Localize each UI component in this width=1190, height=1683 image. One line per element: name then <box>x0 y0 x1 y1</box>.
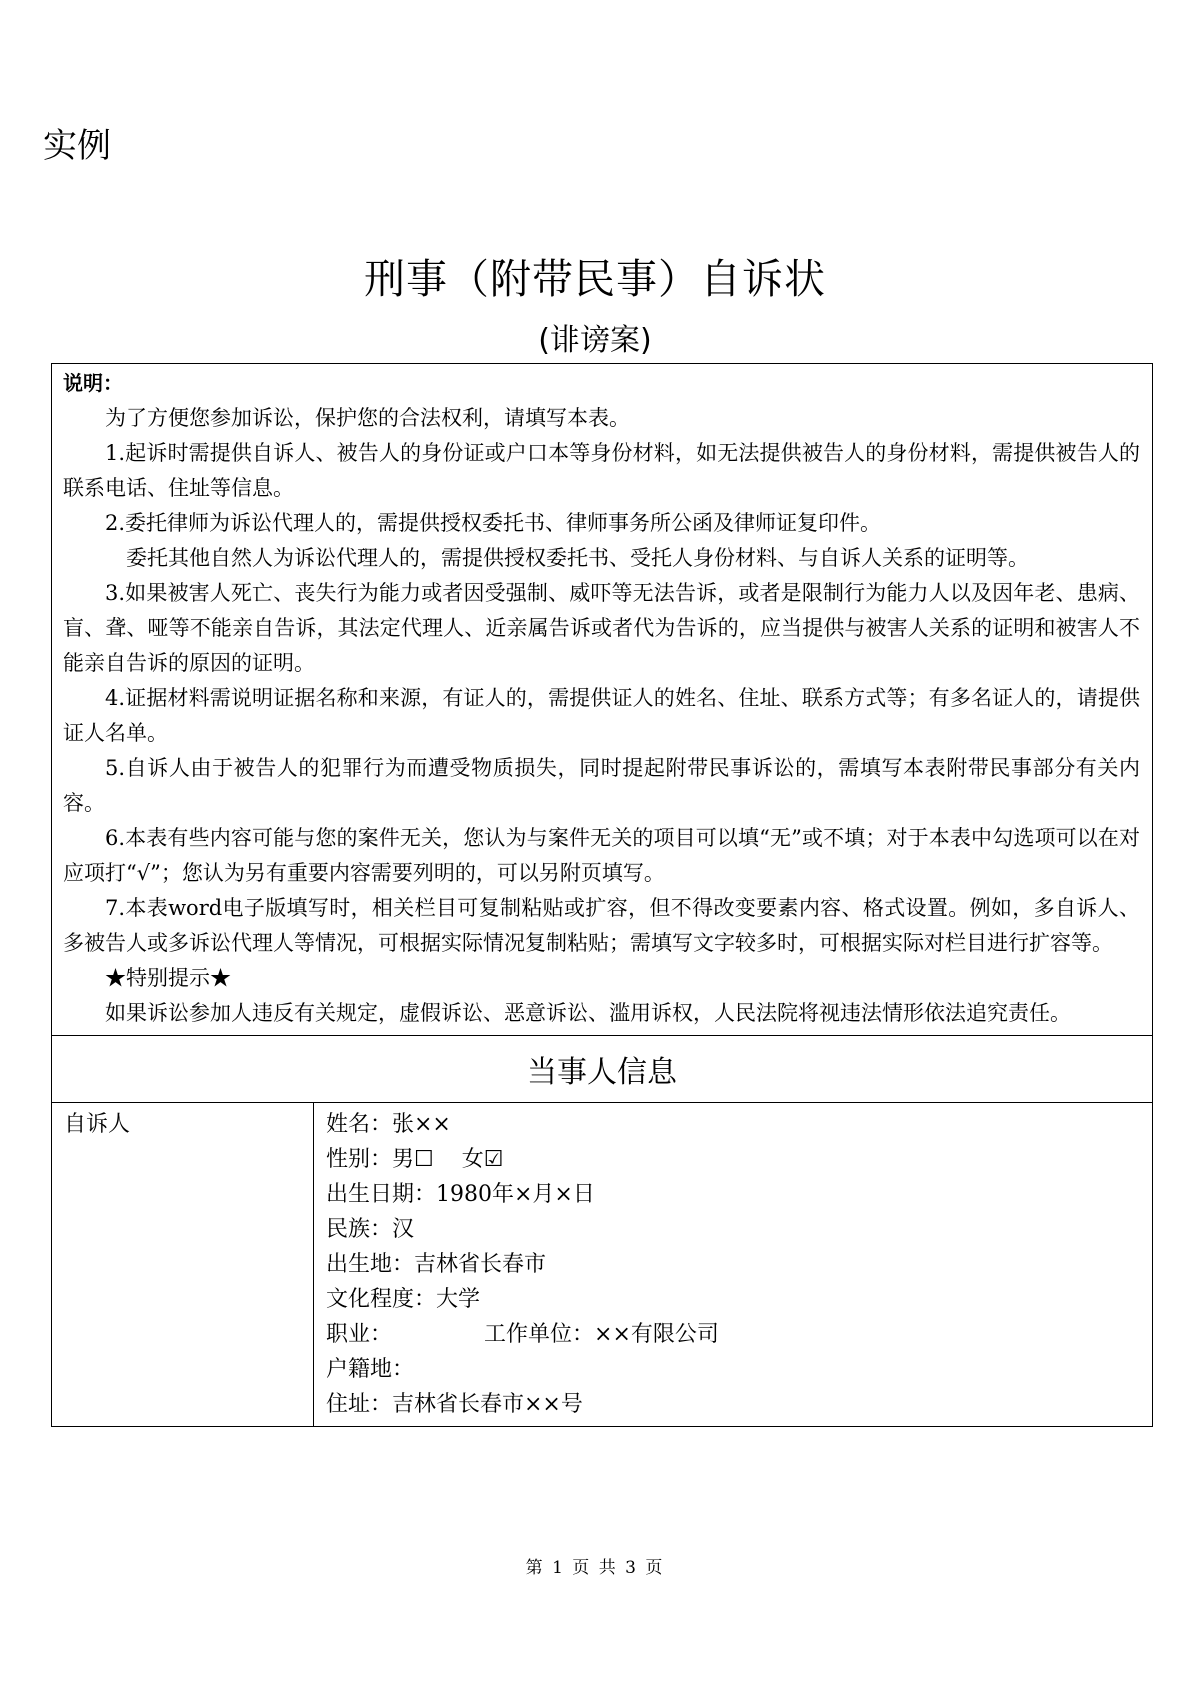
notes-cell <box>52 364 1153 1036</box>
notes-row <box>52 364 1153 1036</box>
notes-item-1: 1.起诉时需提供自诉人、被告人的身份证或户口本等身份材料，如无法提供被告人的身份材料，需提供被告人的联系电话、住址等信息。 <box>63 441 1140 500</box>
example-heading: 实例 <box>43 126 111 166</box>
notes-item-7: 7.本表word电子版填写时，相关栏目可复制粘贴或扩容，但不得改变要素内容、格式设置。例如，多自诉人、多被告人或多诉讼代理人等情况，可根据实际情况复制粘贴；需填写文字较多时，可根据实际对栏目进行扩容等。 <box>63 896 1140 955</box>
gender-label: 性别： <box>326 1147 393 1172</box>
complaint-form-table <box>51 363 1153 1427</box>
special-notice-heading: ★特别提示★ <box>105 966 231 990</box>
notes-item-2: 2.委托律师为诉讼代理人的，需提供授权委托书、律师事务所公函及律师证复印件。 <box>105 511 882 535</box>
notes-item-6: 6.本表有些内容可能与您的案件无关，您认为与案件无关的项目可以填“无”或不填；对于本表中勾选项可以在对应项打“√”；您认为另有重要内容需要列明的，可以另附页填写。 <box>63 826 1140 885</box>
plaintiff-occupation-row <box>326 1317 1140 1352</box>
plaintiff-birth-date[interactable]: 出生日期：1980年×月×日 <box>326 1182 595 1207</box>
notes-item-4: 4.证据材料需说明证据名称和来源，有证人的，需提供证人的姓名、住址、联系方式等；有多名证人的，请提供证人名单。 <box>63 686 1140 745</box>
plaintiff-education[interactable]: 文化程度：大学 <box>326 1287 481 1312</box>
notes-item-3: 3.如果被害人死亡、丧失行为能力或者因受强制、威吓等无法告诉，或者是限制行为能力人以及因年老、患病、盲、聋、哑等不能亲自告诉，其法定代理人、近亲属告诉或者代为告诉的，应当提供与被害人关系的证明和被害人不能亲自告诉的原因的证明。 <box>63 581 1140 675</box>
notes-heading: 说明： <box>63 371 123 395</box>
plaintiff-info <box>314 1103 1153 1427</box>
plaintiff-occupation[interactable]: 职业： <box>326 1322 393 1347</box>
gender-female-label: 女 <box>461 1147 484 1172</box>
notes-intro: 为了方便您参加诉讼，保护您的合法权利，请填写本表。 <box>105 406 630 430</box>
document-subtitle: (诽谤案) <box>538 323 652 358</box>
gender-male-label: 男 <box>392 1147 415 1172</box>
special-notice-text: 如果诉讼参加人违反有关规定，虚假诉讼、恶意诉讼、滥用诉权，人民法院将视违法情形依法追究责任。 <box>105 1001 1071 1025</box>
plaintiff-ethnicity[interactable]: 民族：汉 <box>326 1217 415 1242</box>
plaintiff-employer[interactable]: 工作单位：××有限公司 <box>484 1322 719 1347</box>
section-row <box>52 1036 1153 1103</box>
page-footer: 第 1 页 共 3 页 <box>525 1558 665 1578</box>
section-title: 当事人信息 <box>52 1036 1153 1103</box>
plaintiff-household[interactable]: 户籍地： <box>326 1357 415 1382</box>
gender-male-checkbox[interactable]: ☐ <box>414 1147 434 1172</box>
plaintiff-birthplace[interactable]: 出生地：吉林省长春市 <box>326 1252 547 1277</box>
notes-item-5: 5.自诉人由于被告人的犯罪行为而遭受物质损失，同时提起附带民事诉讼的，需填写本表附带民事部分有关内容。 <box>63 756 1140 815</box>
plaintiff-row <box>52 1103 1153 1427</box>
document-title: 刑事（附带民事）自诉状 <box>364 255 826 303</box>
plaintiff-name[interactable]: 姓名：张×× <box>326 1112 451 1137</box>
plaintiff-gender <box>326 1142 1140 1177</box>
plaintiff-label: 自诉人 <box>52 1103 314 1427</box>
notes-item-2b: 委托其他自然人为诉讼代理人的，需提供授权委托书、受托人身份材料、与自诉人关系的证明等。 <box>126 546 1029 570</box>
gender-female-checkbox[interactable]: ☑ <box>483 1147 504 1172</box>
plaintiff-address[interactable]: 住址：吉林省长春市××号 <box>326 1392 583 1417</box>
